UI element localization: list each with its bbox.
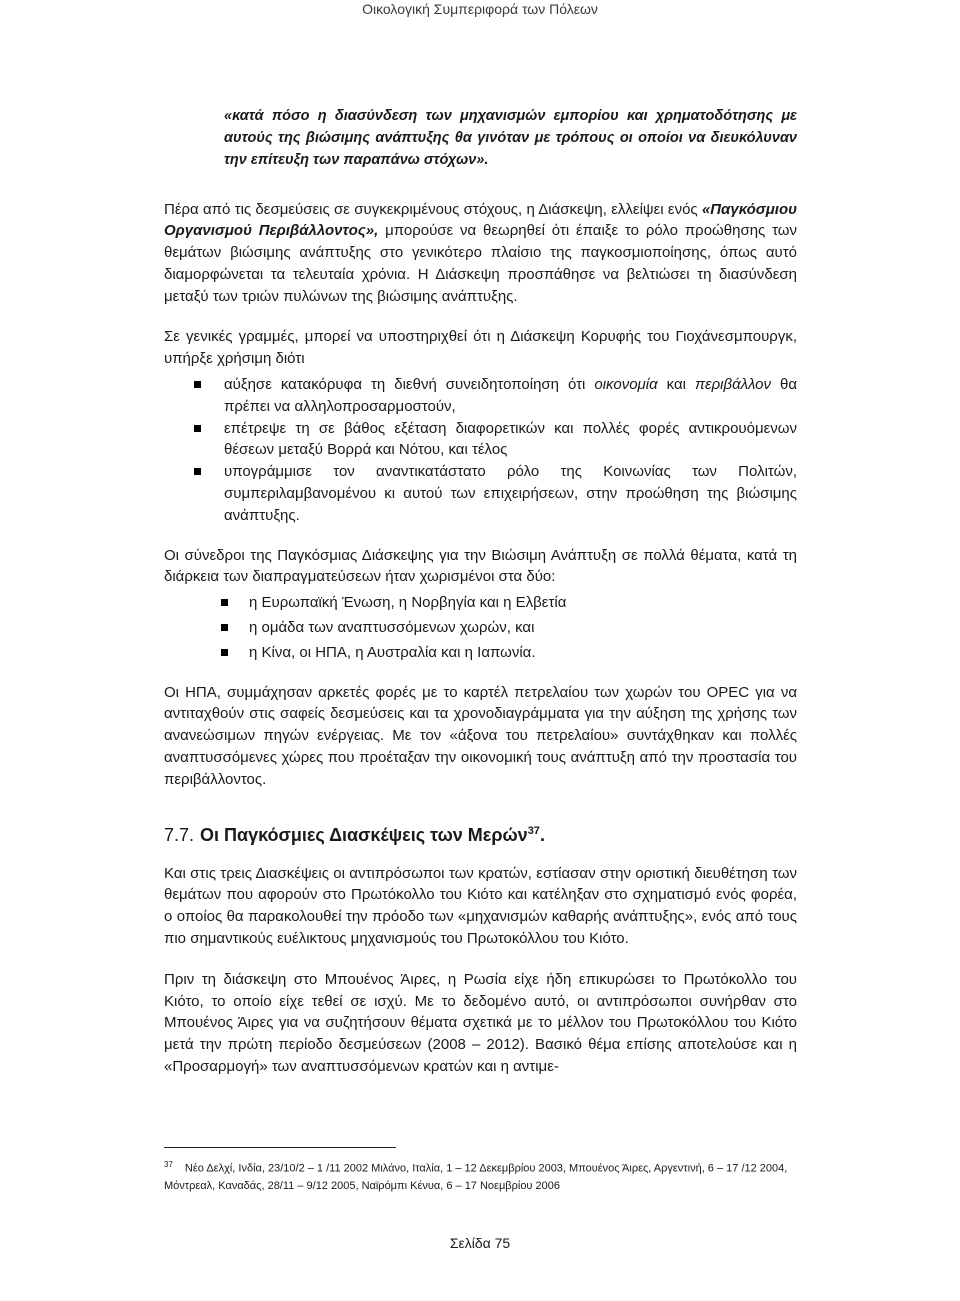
- list-item: η Κίνα, οι ΗΠΑ, η Αυστραλία και η Ιαπωνία.: [164, 642, 797, 664]
- running-header: Οικολογική Συμπεριφορά των Πόλεων: [362, 1, 598, 17]
- bullet-square-icon: [194, 468, 201, 475]
- bullet-list-2: [164, 592, 797, 663]
- quoted-text: «κατά πόσο η διασύνδεση των μηχανισμών εμπορίου και χρηματοδότησης με αυτούς της βιώσιμης ανάπτυξης θα γινόταν με τρόπους οι οποίοι να διευκόλυναν την επίτευξη των παραπάνω στόχων».: [224, 107, 797, 168]
- footnote-number: 37: [164, 1160, 173, 1169]
- footnote-divider: [164, 1147, 396, 1148]
- paragraph-6: Πριν τη διάσκεψη στο Μπουένος Άιρες, η Ρωσία είχε ήδη επικυρώσει το Πρωτόκολλο του Κιότο, το οποίο είχε τεθεί σε ισχύ. Με το δεδομένο αυτό, οι αντιπρόσωποι συνήρθαν στο Μπουένος Άιρες για να συζητήσουν θέματα σχετικά με το μέλλον του Πρωτοκόλλου του Κιότο μετά την πρώτη περίοδο δεσμεύσεων (2008 – 2012). Βασικό θέμα επίσης αποτελούσε και η «Προσαρμογή» των αναπτυσσόμενων κρατών και η αντιμε-: [164, 970, 797, 1075]
- list-item: η ομάδα των αναπτυσσόμενων χωρών, και: [164, 617, 797, 639]
- paragraph-1-part1: Πέρα από τις δεσμεύσεις σε συγκεκριμένους στόχους, η Διάσκεψη, ελλείψει ενός: [164, 200, 702, 218]
- paragraph-5: Και στις τρεις Διασκέψεις οι αντιπρόσωποι των κρατών, εστίασαν στην οριστική διευθέτηση των θεμάτων που αφορούν στο Πρωτόκολλο του Κιότο και κατέληξαν στο σχηματισμό ενός φορέα, ο οποίος θα παρακολουθεί την πρόοδο των «μηχανισμών καθαρής ανάπτυξης», ενός από τους πιο σημαντικούς ευέλικτους μηχανισμούς του Πρωτοκόλλου του Κιότο.: [164, 864, 797, 948]
- bullet-list-1: [164, 374, 797, 527]
- paragraph-1: [164, 199, 797, 308]
- bullet-square-icon: [194, 425, 201, 432]
- paragraph-2-intro: Σε γενικές γραμμές, μπορεί να υποστηριχθεί ότι η Διάσκεψη Κορυφής του Γιοχάνεσμπουργκ, υπήρξε χρήσιμη διότι: [164, 328, 797, 368]
- bullet-square-icon: [221, 624, 228, 631]
- page-content: [164, 90, 797, 1097]
- paragraph-1-part2: μπορούσε να θεωρηθεί ότι έπαιξε το ρόλο προώθησης των θεμάτων βιώσιμης ανάπτυξης στο γενικότερο πλαίσιο της παγκοσμιοποίησης, όπως αυτό διαμορφώνεται τα τελευταία χρόνια. Η Διάσκεψη προσπάθησε να βελτιώσει τη διασύνδεση μεταξύ των τριών πυλώνων της βιώσιμης ανάπτυξης.: [164, 222, 797, 305]
- section-heading: 7.7. Οι Παγκόσμιες Διασκέψεις των Μερών$^{37}$.: [164, 824, 545, 845]
- paragraph-3-intro: Οι σύνεδροι της Παγκόσμιας Διάσκεψης για την Βιώσιμη Ανάπτυξη σε πολλά θέματα, κατά τη διάρκεια των διαπραγματεύσεων ήταν χωρισμένοι στα δύο:: [164, 546, 797, 586]
- paragraph-4: Οι ΗΠΑ, συμμάχησαν αρκετές φορές με το καρτέλ πετρελαίου των χωρών του OPEC για να αντιταχθούν στις σαφείς δεσμεύσεις και τα χρονοδιαγράμματα για την αύξηση της χρήσης των ανανεώσιμων πηγών ενέργειας. Με τον «άξονα του πετρελαίου» συντάχθηκαν και πολλές αναπτυσσόμενες χώρες που προέταξαν την οικονομική τους ανάπτυξη από την προστασία του περιβάλλοντος.: [164, 683, 797, 788]
- bullet-square-icon: [194, 381, 201, 388]
- footnote-text: Νέο Δελχί, Ινδία, 23/10/2 – 1 /11 2002 Μιλάνο, Ιταλία, 1 – 12 Δεκεμβρίου 2003, Μπουένος Άιρες, Αργεντινή, 6 – 17 /12 2004, Μόντρεαλ, Καναδάς, 28/11 – 9/12 2005, Ναϊρόμπι Κένυα, 6 – 17 Νοεμβρίου 2006: [164, 1162, 788, 1192]
- footnote-reference[interactable]: 37: [527, 824, 540, 837]
- section-number: 7.7.: [164, 824, 195, 845]
- paragraph-1-emphasis: «Παγκόσμιου Οργανισμού Περιβάλλοντος»,: [164, 200, 797, 240]
- section-title: Οι Παγκόσμιες Διασκέψεις των Μερών: [200, 824, 528, 845]
- list-item: επέτρεψε τη σε βάθος εξέταση διαφορετικών και πολλές φορές αντικρουόμενων θέσεων μεταξύ Βορρά και Νότου, και τέλος: [164, 418, 797, 462]
- list-item: αύξησε κατακόρυφα τη διεθνή συνειδητοποίηση ότι οικονομία και περιβάλλον θα πρέπει να αλληλοπροσαρμοστούν,: [164, 374, 797, 418]
- bullet-square-icon: [221, 599, 228, 606]
- page-number: Σελίδα 75: [449, 1235, 511, 1251]
- list-item: η Ευρωπαϊκή Ένωση, η Νορβηγία και η Ελβετία: [164, 592, 797, 614]
- footnote: [164, 1156, 797, 1195]
- bullet-square-icon: [221, 649, 228, 656]
- list-item: υπογράμμισε τον αναντικατάστατο ρόλο της Κοινωνίας των Πολιτών, συμπεριλαμβανομένου κι αυτού των επιχειρήσεων, στην προώθηση της βιώσιμης ανάπτυξης.: [164, 461, 797, 526]
